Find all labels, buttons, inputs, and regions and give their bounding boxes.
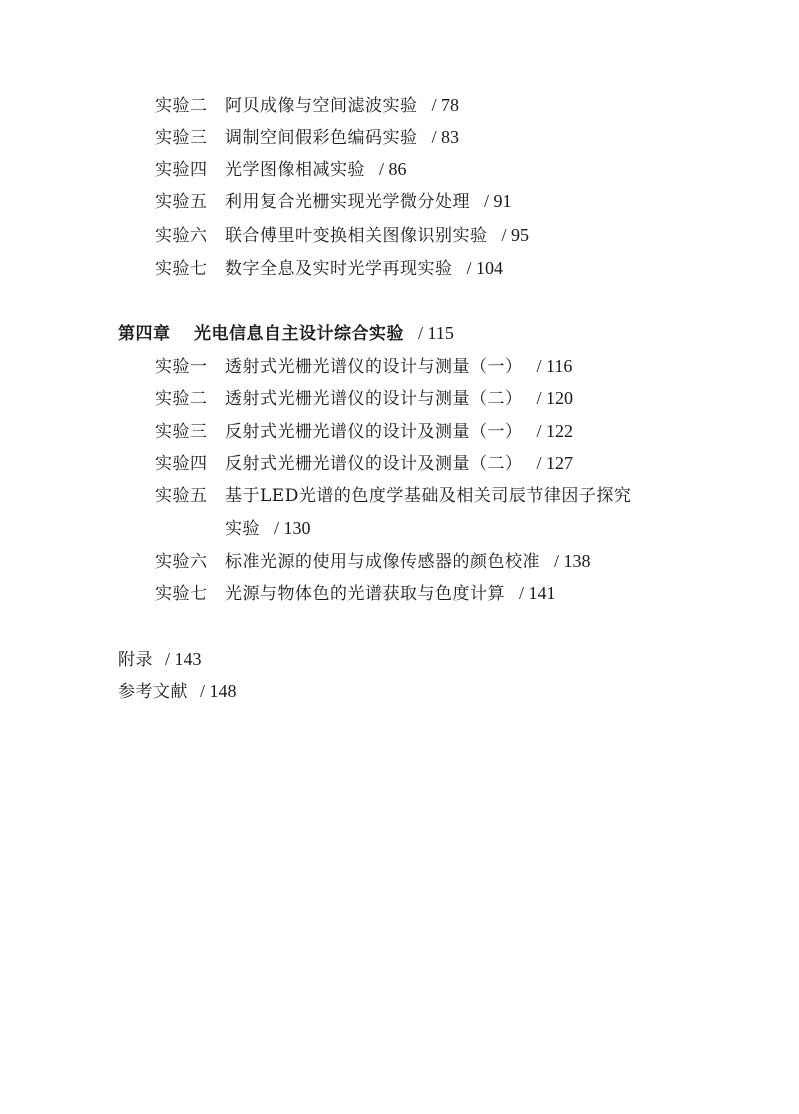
toc-entry[interactable] xyxy=(155,550,591,573)
toc-entry[interactable] xyxy=(155,190,512,213)
entry-title: 联合傅里叶变换相关图像识别实验 xyxy=(225,226,488,246)
toc-entry[interactable] xyxy=(155,224,529,247)
entry-label: 实验四 xyxy=(155,454,208,474)
entry-title: 反射式光栅光谱仪的设计及测量（一） xyxy=(225,422,523,442)
toc-entry-continuation[interactable] xyxy=(225,517,311,540)
entry-title: 调制空间假彩色编码实验 xyxy=(225,128,418,148)
entry-label: 实验六 xyxy=(155,226,208,246)
entry-label: 实验三 xyxy=(155,422,208,442)
entry-title: 光源与物体色的光谱获取与色度计算 xyxy=(225,584,505,604)
references-title: 参考文献 xyxy=(118,682,188,702)
toc-entry[interactable] xyxy=(155,387,573,410)
entry-page: / 122 xyxy=(536,421,574,441)
toc-entry[interactable] xyxy=(155,420,573,443)
entry-label: 实验一 xyxy=(155,357,208,377)
chapter-title: 光电信息自主设计综合实验 xyxy=(194,324,404,344)
toc-entry[interactable] xyxy=(155,452,573,475)
entry-title: 基于LED光谱的色度学基础及相关司辰节律因子探究 xyxy=(225,486,632,506)
entry-label: 实验七 xyxy=(155,259,208,279)
entry-page: / 95 xyxy=(501,225,530,245)
entry-page: / 104 xyxy=(466,258,504,278)
toc-entry[interactable] xyxy=(155,355,572,378)
toc-appendix[interactable] xyxy=(118,648,202,671)
toc-entry[interactable] xyxy=(155,158,407,181)
entry-page: / 78 xyxy=(431,95,460,115)
entry-label: 实验五 xyxy=(155,486,208,506)
chapter-label: 第四章 xyxy=(118,324,171,344)
chapter-heading[interactable] xyxy=(118,322,454,345)
entry-title: 利用复合光栅实现光学微分处理 xyxy=(225,192,470,212)
entry-page: / 141 xyxy=(519,583,556,603)
entry-title: 透射式光栅光谱仪的设计与测量（二） xyxy=(225,389,523,409)
entry-title-continuation: 实验 xyxy=(225,519,260,539)
entry-page: / 116 xyxy=(536,356,573,376)
entry-title: 反射式光栅光谱仪的设计及测量（二） xyxy=(225,454,523,474)
entry-label: 实验二 xyxy=(155,389,208,409)
entry-page: / 91 xyxy=(484,191,512,211)
entry-title: 数字全息及实时光学再现实验 xyxy=(225,259,453,279)
entry-title: 标准光源的使用与成像传感器的颜色校准 xyxy=(225,552,540,572)
entry-label: 实验五 xyxy=(155,192,208,212)
chapter-page: / 115 xyxy=(418,323,454,343)
entry-title: 阿贝成像与空间滤波实验 xyxy=(225,96,418,116)
entry-label: 实验三 xyxy=(155,128,208,148)
entry-label: 实验七 xyxy=(155,584,208,604)
toc-references[interactable] xyxy=(118,680,237,703)
entry-title: 透射式光栅光谱仪的设计与测量（一） xyxy=(225,357,523,377)
toc-entry[interactable] xyxy=(155,257,503,280)
references-page: / 148 xyxy=(200,681,237,701)
entry-page: / 138 xyxy=(554,551,591,571)
toc-entry[interactable] xyxy=(155,94,459,117)
appendix-title: 附录 xyxy=(118,650,153,670)
toc-entry[interactable] xyxy=(155,126,459,149)
entry-page: / 83 xyxy=(431,127,460,147)
toc-entry[interactable] xyxy=(155,582,556,605)
entry-page: / 130 xyxy=(274,518,311,538)
toc-entry[interactable] xyxy=(155,485,631,507)
entry-page: / 86 xyxy=(379,159,407,179)
entry-page: / 127 xyxy=(536,453,574,473)
entry-label: 实验二 xyxy=(155,96,208,116)
entry-title: 光学图像相减实验 xyxy=(225,160,365,180)
entry-page: / 120 xyxy=(536,388,574,408)
appendix-page: / 143 xyxy=(165,649,202,669)
entry-label: 实验四 xyxy=(155,160,208,180)
entry-label: 实验六 xyxy=(155,552,208,572)
